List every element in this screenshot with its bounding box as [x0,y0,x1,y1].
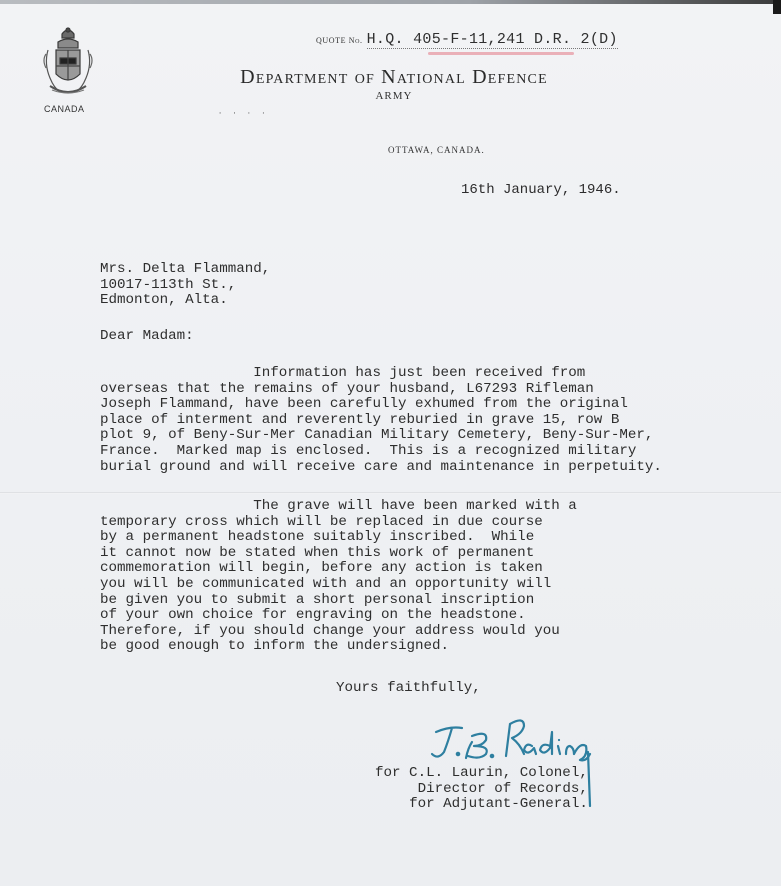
text-line: you will be communicated with and an opportunity will [100,575,552,592]
text-line: by a permanent headstone suitably inscribed. While [100,529,535,546]
text-line: overseas that the remains of your husband, L67293 Rifleman [100,380,594,397]
address-line: Edmonton, Alta. [100,292,228,309]
signatory-block [375,766,588,813]
text-line: burial ground and will receive care and maintenance in perpetuity. [100,458,662,475]
text-line: France. Marked map is enclosed. This is a recognized military [100,442,637,459]
letterhead-place: OTTAWA, CANADA. [388,145,485,155]
text-line: of your own choice for engraving on the headstone. [100,607,526,624]
text-line: Joseph Flammand, have been carefully exhumed from the original [100,396,628,413]
text-line: Therefore, if you should change your address would you [100,622,560,639]
quote-label: QUOTE No. [316,36,363,45]
address-line: 10017-113th St., [100,276,237,293]
text-line: be given you to submit a short personal inscription [100,591,535,608]
text-line: be good enough to inform the undersigned. [100,638,450,655]
crest-label: CANADA [44,104,85,114]
text-line: temporary cross which will be replaced in due course [100,513,543,530]
salutation: Dear Madam: [100,328,194,344]
text-line: The grave will have been marked with a [100,498,577,514]
signatory-line: for C.L. Laurin, Colonel, [375,765,588,781]
signatory-line: Director of Records, [417,780,588,797]
text-line: it cannot now be stated when this work of permanent [100,544,535,561]
coat-of-arms-icon [40,24,96,100]
signatory-line: for Adjutant-General. [409,796,588,813]
text-line: commemoration will begin, before any action is taken [100,560,543,577]
quote-reference [316,31,618,49]
page-top-edge [0,0,781,4]
letter-date: 16th January, 1946. [461,182,621,198]
address-line: Mrs. Delta Flammand, [100,261,271,277]
closing: Yours faithfully, [336,680,481,696]
letterhead-marks: · · · · [218,110,269,118]
recipient-address [100,262,270,309]
branch-label: ARMY [375,90,413,102]
quote-number: H.Q. 405-F-11,241 D.R. 2(D) [366,31,618,48]
fold-line [0,492,781,494]
page-corner-shadow [773,0,781,14]
text-line: Information has just been received from [100,365,586,381]
text-line: place of interment and reverently reburied in grave 15, row B [100,411,620,428]
paragraph-2 [100,499,577,655]
paragraph-1 [100,366,662,475]
department-title: Department of National Defence [240,66,548,88]
red-pencil-underline [428,52,574,55]
text-line: plot 9, of Beny-Sur-Mer Canadian Military Cemetery, Beny-Sur-Mer, [100,427,654,444]
